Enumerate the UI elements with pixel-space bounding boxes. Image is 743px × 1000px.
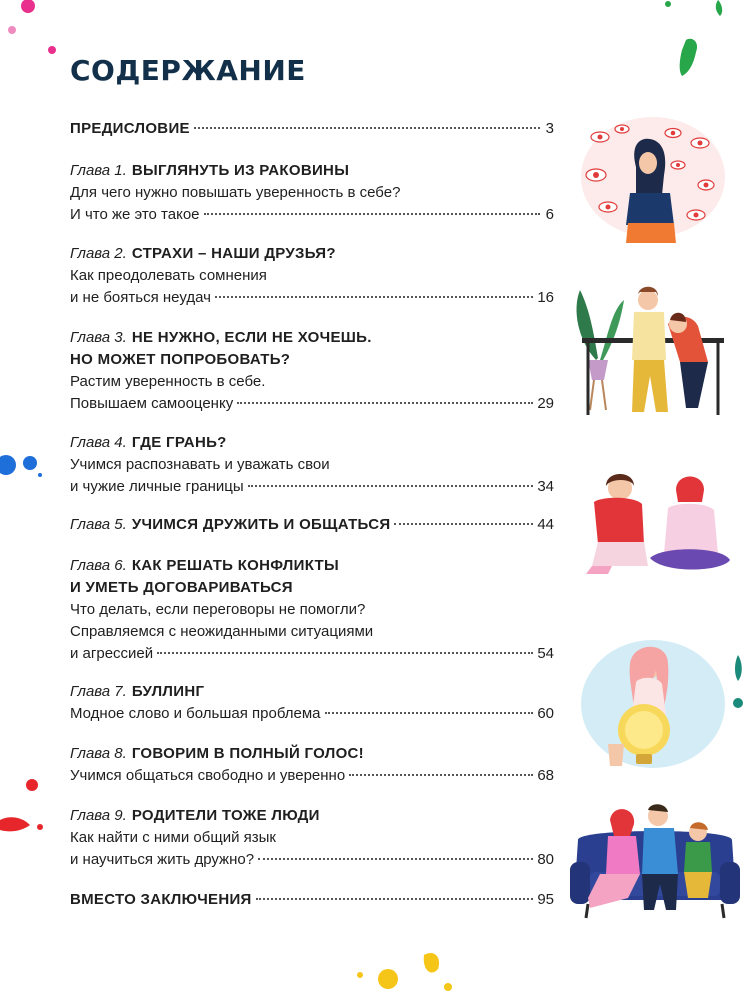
entry-subtitle: и не бояться неудач xyxy=(70,289,211,306)
dot-leader xyxy=(194,127,540,129)
dot-leader xyxy=(237,402,533,404)
paint-splash-bottom-yellow xyxy=(350,935,460,1000)
people-at-table-illustration xyxy=(568,280,733,420)
entry-heading: И УМЕТЬ ДОГОВАРИВАТЬСЯ xyxy=(70,579,293,596)
dot-leader xyxy=(157,652,533,654)
page-number: 54 xyxy=(537,645,554,662)
entry-subtitle: Учимся общаться свободно и уверенно xyxy=(70,767,346,784)
entry-subtitle: Как найти с ними общий язык xyxy=(70,829,276,846)
toc-entry-chapter-2[interactable] xyxy=(70,243,554,309)
entry-heading: БУЛЛИНГ xyxy=(131,683,205,700)
dot-leader xyxy=(204,213,540,215)
entry-heading: СТРАХИ – НАШИ ДРУЗЬЯ? xyxy=(131,245,336,262)
entry-subtitle: и агрессией xyxy=(70,645,154,662)
page-number: 80 xyxy=(537,851,554,868)
chapter-label: Глава 8. xyxy=(70,745,127,762)
entry-subtitle: Для чего нужно повышать уверенность в себе? xyxy=(70,184,401,201)
girl-lightbulb-illustration xyxy=(578,634,728,768)
toc-entry-chapter-4[interactable] xyxy=(70,432,554,498)
entry-heading: РОДИТЕЛИ ТОЖЕ ЛЮДИ xyxy=(131,807,320,824)
toc-entry-chapter-5[interactable] xyxy=(70,514,554,536)
dot-leader xyxy=(325,712,534,714)
dot-leader xyxy=(349,774,533,776)
entry-heading: КАК РЕШАТЬ КОНФЛИКТЫ xyxy=(131,557,339,574)
entry-heading: ВМЕСТО ЗАКЛЮЧЕНИЯ xyxy=(70,891,252,908)
chapter-label: Глава 5. xyxy=(70,516,127,533)
family-sofa-illustration xyxy=(570,800,740,922)
entry-subtitle: Растим уверенность в себе. xyxy=(70,373,266,390)
page-number: 29 xyxy=(537,395,554,412)
toc-entry-chapter-7[interactable] xyxy=(70,681,554,725)
page-number: 3 xyxy=(545,120,554,137)
chapter-label: Глава 2. xyxy=(70,245,127,262)
paint-splash-left-blue xyxy=(0,445,50,485)
chapter-label: Глава 9. xyxy=(70,807,127,824)
toc-entry-chapter-3[interactable] xyxy=(70,327,554,415)
entry-heading: ГДЕ ГРАНЬ? xyxy=(131,434,227,451)
page-number: 44 xyxy=(537,516,554,533)
page-number: 6 xyxy=(545,206,554,223)
entry-subtitle: и научиться жить дружно? xyxy=(70,851,255,868)
dot-leader xyxy=(248,485,534,487)
dot-leader xyxy=(215,296,533,298)
page-number: 95 xyxy=(537,891,554,908)
toc-entry-conclusion[interactable] xyxy=(70,889,554,911)
paint-splash-left-red xyxy=(0,775,50,850)
toc-entry-chapter-9[interactable] xyxy=(70,805,554,871)
paint-splash-top-left xyxy=(0,0,70,60)
anxious-girl-eyes-illustration xyxy=(578,115,728,245)
paint-splash-top-right xyxy=(660,0,743,90)
entry-subtitle: Что делать, если переговоры не помогли? xyxy=(70,601,366,618)
page-number: 16 xyxy=(537,289,554,306)
dot-leader xyxy=(256,898,534,900)
toc-entry-chapter-8[interactable] xyxy=(70,743,554,787)
chapter-label: Глава 1. xyxy=(70,162,127,179)
chapter-label: Глава 7. xyxy=(70,683,127,700)
girls-sitting-illustration xyxy=(572,462,732,590)
entry-heading: НЕ НУЖНО, ЕСЛИ НЕ ХОЧЕШЬ. xyxy=(131,329,372,346)
toc-entry-chapter-1[interactable] xyxy=(70,160,554,226)
entry-heading: НО МОЖЕТ ПОПРОБОВАТЬ? xyxy=(70,351,291,368)
page-number: 60 xyxy=(537,705,554,722)
entry-subtitle: Учимся распознавать и уважать свои xyxy=(70,456,330,473)
entry-heading: ПРЕДИСЛОВИЕ xyxy=(70,120,190,137)
toc-entry-chapter-6[interactable] xyxy=(70,555,554,665)
page-title: СОДЕРЖАНИЕ xyxy=(70,54,306,87)
toc-entry-preface[interactable] xyxy=(70,118,554,140)
dot-leader xyxy=(258,858,533,860)
entry-subtitle: Повышаем самооценку xyxy=(70,395,234,412)
entry-subtitle: И что же это такое xyxy=(70,206,200,223)
page-number: 68 xyxy=(537,767,554,784)
entry-subtitle: и чужие личные границы xyxy=(70,478,244,495)
page-number: 34 xyxy=(537,478,554,495)
entry-subtitle: Как преодолевать сомнения xyxy=(70,267,267,284)
entry-subtitle: Справляемся с неожиданными ситуациями xyxy=(70,623,374,640)
chapter-label: Глава 6. xyxy=(70,557,127,574)
entry-heading: УЧИМСЯ ДРУЖИТЬ И ОБЩАТЬСЯ xyxy=(131,516,391,533)
chapter-label: Глава 3. xyxy=(70,329,127,346)
chapter-label: Глава 4. xyxy=(70,434,127,451)
dot-leader xyxy=(394,523,533,525)
entry-heading: ВЫГЛЯНУТЬ ИЗ РАКОВИНЫ xyxy=(131,162,350,179)
entry-heading: ГОВОРИМ В ПОЛНЫЙ ГОЛОС! xyxy=(131,745,364,762)
entry-subtitle: Модное слово и большая проблема xyxy=(70,705,321,722)
paint-splash-right-teal xyxy=(728,655,743,715)
